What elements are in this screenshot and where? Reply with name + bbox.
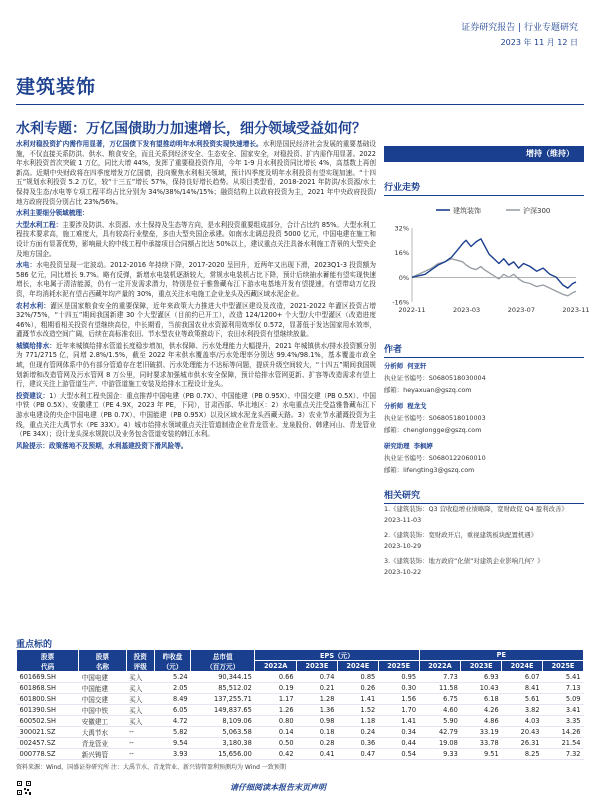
table-cell: 3.41 [543,705,584,716]
table-cell: 买入 [126,705,154,716]
table-cell: -- [126,727,154,738]
eps-year-header: 2024E [337,661,378,672]
table-row [17,694,584,705]
summary-lead: 水利对稳投资扩内需作用显著，万亿国债下发有望推动明年水利投资实现快速增长。 [16,140,263,148]
author-name-line: 分析师 何亚轩 [384,362,427,370]
table-cell: 1.18 [337,716,378,727]
table-cell: 1.56 [378,694,419,705]
table-cell: 1.36 [297,705,338,716]
related-list [384,504,584,582]
table-cell: 0.44 [378,738,419,749]
advice-paragraph [16,392,376,440]
table-cell: 6.75 [419,694,461,705]
table-row [17,738,584,749]
table-cell: 11.58 [419,683,461,694]
col-name: 股票 名称 [79,650,126,672]
report-type: 证券研究报告 | 行业专题研究 [461,23,578,33]
table-cell: 14.26 [543,727,584,738]
large-projects-text: 主要涉及防洪、水资源、水土保持及生态等方向，是水利投资重要组成部分，合计占比约 85%。大型水利工程技术要求高，施工难度大，具有较高行业壁垒，多由大型央国企承建。如南水北调总投资 5000 亿元，中国电建在施工和设计方面有显著优势，影响最大的中线工程中承接项目合同额占比达 50%以上，建议重点关注具备水利施工背景的大型央企及地方国企。 [16,220,377,258]
table-cell: 0.47 [337,749,378,760]
perf-section [384,180,584,196]
table-cell: 9.51 [461,749,502,760]
table-cell: 6.18 [461,694,502,705]
table-title: 重点标的 [16,640,53,650]
table-cell: 300021.SZ [17,727,79,738]
table-cell: 601390.SH [17,705,79,716]
table-cell: 0.54 [378,749,419,760]
author-entry [384,360,584,396]
authors-list [384,360,584,480]
table-row [17,672,584,683]
table-cell: 002457.SZ [17,738,79,749]
table-cell: 8.41 [502,683,543,694]
x-tick-label: 2023-11 [562,306,590,314]
related-section [384,488,584,504]
y-tick-label: -16% [392,298,409,307]
authors-section [384,342,584,358]
table-cell: 15,656.00 [191,749,255,760]
footer-disclaimer: 请仔细阅读本报告末页声明 [230,783,326,792]
table-cell: 601800.SH [17,694,79,705]
table-cell: 000778.SZ [17,749,79,760]
table-cell: 6.05 [154,705,190,716]
legend-label: 建筑装饰 [453,207,481,215]
performance-chart [384,198,590,318]
segments-lead: 水利主要细分领域梳理： [16,209,89,218]
table-cell: 1.41 [337,694,378,705]
segments-heading [16,209,376,219]
table-cell: 0.85 [337,672,378,683]
pe-year-header: 2023E [461,661,502,672]
rural-paragraph [16,302,376,340]
table-cell: 19.08 [419,738,461,749]
table-cell: 8.49 [154,694,190,705]
perf-title: 行业走势 [384,183,421,193]
report-body [16,140,376,453]
table-cell: 0.42 [255,749,297,760]
table-row [17,749,584,760]
summary-text: 水利是国民经济社会发展的重要基础设施，不仅直接关系防洪、供水、粮食安全，而且关系到经济安全、生态安全、国家安全，对稳投资、扩内需作用显著。2022 年水利投资首次突破 1 万亿，同比大增 44%，发挥了重要稳投资作用，今年 1-9 月水利投资同比增长 4%，高基数上再创新高。近期中央财政将在四季度增发万亿国债，投向聚焦水利相关领域，预计四季度及明年水利投资有望实现加速。“十四五”规划水利投资 5.2 万亿，较“十三五”增长 57%，保持良好增长趋势。从项目类型看，2018-2021 年防洪/水资源/水土保持及生态/水电等专项工程平均占比分别为 34%/38%/14%/15%；融资结构上以政府投资为主，2021 年中央政府投资/地方政府投资分别占比 23%/56%。 [16,140,377,206]
table-cell: 8,109.06 [191,716,255,727]
table-cell: -- [126,738,154,749]
related-report-title[interactable]: 3.《建筑装饰：地方政府“化债”对建筑企业影响几何？》 [384,557,544,565]
table-cell: 8.25 [502,749,543,760]
table-cell: 4.72 [154,716,190,727]
table-cell: 601669.SH [17,672,79,683]
table-cell: 33.19 [461,727,502,738]
title-divider [16,104,584,105]
table-cell: 1.28 [297,694,338,705]
author-email-line[interactable]: 邮箱：lifengting3@gszq.com [384,466,475,474]
table-cell: 3.35 [543,716,584,727]
rural-lead: 农村水利： [16,301,51,310]
col-eps: EPS（元） [255,650,419,661]
table-cell: 0.41 [297,749,338,760]
table-cell: 1.70 [378,705,419,716]
table-cell: 5.09 [543,694,584,705]
related-report-date: 2023-10-22 [384,568,422,576]
hydropower-lead: 水电： [16,261,37,270]
table-cell: 0.19 [255,683,297,694]
table-cell: 4.60 [419,705,461,716]
table-cell: 1.52 [337,705,378,716]
table-row [17,683,584,694]
qr-code-icon [16,780,32,796]
table-cell: 0.50 [255,738,297,749]
risk-paragraph [16,442,376,452]
pe-year-header: 2024E [502,661,543,672]
table-cell: 7.13 [543,683,584,694]
author-cert-line: 执业证书编号：S0680122060010 [384,454,486,462]
col-rating: 投资 评级 [126,650,154,672]
table-cell: 33.78 [461,738,502,749]
table-cell: 3.93 [154,749,190,760]
report-date: 2023 年 11 月 12 日 [500,38,578,47]
table-cell: 9.54 [154,738,190,749]
report-title: 水利专题：万亿国债助力加速增长，细分领域受益如何？ [16,121,366,137]
urban-text: 近年来城镇给排水管道长度稳步增加，供水保障、污水处理能力大幅提升，2021 年城镇供水/排水投资额分别为 771/2715 亿，同增 2.8%/1.5%，截至 2022 年末供水覆盖率/污水处理率分别达 99.4%/98.1%，基本覆盖市政全域，但现有管网体系中仍有部分管道存在老旧破损、污水处理能力不达标等问题，提质升级空间较大，“十四五”期间我国规划新增和改造管网及污水管网 8 万公里，同时要求加强城市供水安全保障，预计给排水管网更新、扩容等改造需求有望上行，建议关注上游管道生产、中游管道施工安装及给排水工程设计龙头。 [16,341,376,389]
author-entry [384,440,584,476]
table-cell: 0.74 [297,672,338,683]
table-cell: 0.21 [297,683,338,694]
table-cell: 9.33 [419,749,461,760]
pe-year-header: 2025E [543,661,584,672]
rural-text: 灌区是国家粮食安全的重要保障，近年来政策大力推进大中型灌区建设及改造，2021-2022 年灌区投资占增 32%/75%，“十四五”期间我国新建 30 个大型灌区（目前约已开工），改造 124/1200+ 个大型/大中型灌区（改造进度 46%），粗期看相关投资有望继续高位，中长期看，当前我国农业水资源利用效率仅 0.572，显著低于发达国家用水效率，灌溉节水改造空间广阔，后续在高标准农田、节水型农业等政策推动下，农田水利投资有望继续放量。 [16,301,377,339]
x-tick-label: 2023-07 [507,306,535,314]
table-cell: 85,512.02 [191,683,255,694]
table-cell: 6.07 [502,672,543,683]
table-cell: 中国交建 [79,694,126,705]
y-tick-label: 0% [398,273,409,282]
table-cell: 6.93 [461,672,502,683]
table-cell: 137,255.71 [191,694,255,705]
table-cell: 600502.SH [17,716,79,727]
advice-text: 1）大型水利工程央国企：重点推荐中国电建（PB 0.7X）、中国能建（PB 0.95X）、中国交建（PB 0.5X）、中国中铁（PB 0.5X）、安徽建工（PE 4.9X，2023 年 PE，下同），甘肃西部、华北地区：2）水电重点关注受益雅鲁藏布江下游水电建设的央企中国电建（PB 0.7X）、中国能建（PB 0.95X）以及区域水泥龙头西藏天路。3）农业节水灌溉投资为主线，重点关注大禹节水（PE 33X）。4）城市给排水领域重点关注管道制造企业青龙管业、龙泉股份、韩建河山、青龙管业（PE 34X）；设计龙头深水规院以及业务包含管道安装的韩江水利。 [16,391,376,439]
table-cell: 买入 [126,672,154,683]
author-name-line: 研究助理 李枫婷 [384,442,433,450]
table-row [17,705,584,716]
table-cell: 1.41 [378,716,419,727]
table-cell: 新兴铸管 [79,749,126,760]
col-pe: PE [419,650,583,661]
col-price: 昨收盘 （元） [154,650,190,672]
table-cell: 0.36 [337,738,378,749]
table-cell: 149,837.65 [191,705,255,716]
author-cert-line: 执业证书编号：S0680518010003 [384,414,486,422]
table-cell: 中国中铁 [79,705,126,716]
table-cell: 601868.SH [17,683,79,694]
y-tick-label: 16% [394,249,409,258]
table-cell: 5.61 [502,694,543,705]
rating-banner: 增持（维持） [384,146,584,162]
y-tick-label: 32% [394,224,409,233]
table-cell: 安徽建工 [79,716,126,727]
table-cell: 中国能建 [79,683,126,694]
legend-label: 沪深300 [523,207,551,215]
author-email-line[interactable]: 邮箱：chenglongge@gszq.com [384,426,482,434]
large-projects-lead: 大型水利工程： [16,220,63,229]
risk-text: 政策落地不及预期，水利基建投资下滑风险等。 [48,441,188,450]
table-cell: 42.79 [419,727,461,738]
table-cell: 0.28 [297,738,338,749]
table-cell: 0.95 [378,672,419,683]
table-cell: 1.17 [255,694,297,705]
table-cell: 5.90 [419,716,461,727]
related-report-date: 2023-10-29 [384,542,422,550]
source-note: 资料来源：Wind，国盛证券研究所 注：大禹节水、青龙管业、新兴铸管盈利预测均为 Wind 一致预期 [16,764,286,771]
table-cell: 5.24 [154,672,190,683]
table-cell: 0.34 [378,727,419,738]
table-cell: 4.86 [461,716,502,727]
table-cell: 21.54 [543,738,584,749]
table-cell: 买入 [126,683,154,694]
table-cell: 0.80 [255,716,297,727]
summary-paragraph [16,140,376,207]
table-cell: 0.30 [378,683,419,694]
table-cell: 3,180.38 [191,738,255,749]
table-cell: 26.31 [502,738,543,749]
related-title: 相关研究 [384,491,421,501]
report-header [461,20,578,48]
urban-paragraph [16,342,376,390]
table-cell: -- [126,749,154,760]
large-projects-paragraph [16,221,376,259]
table-cell: 0.18 [297,727,338,738]
table-cell: 3.82 [502,705,543,716]
author-cert-line: 执业证书编号：S0680518030004 [384,374,486,382]
table-cell: 0.14 [255,727,297,738]
table-body [17,672,584,760]
table-cell: 7.32 [543,749,584,760]
authors-divider [384,357,584,358]
table-row [17,716,584,727]
related-report-title[interactable]: 2.《建筑装饰：宽财政开启，重视建筑板块配置机遇》 [384,531,538,539]
table-cell: 7.73 [419,672,461,683]
x-tick-label: 2023-03 [453,306,481,314]
authors-title: 作者 [384,345,403,355]
series-line [412,239,576,288]
author-name-line: 分析师 程龙戈 [384,402,427,410]
related-report-date: 2023-11-03 [384,516,422,524]
table-row [17,727,584,738]
eps-year-header: 2025E [378,661,419,672]
pe-year-header: 2022A [419,661,461,672]
table-cell: 0.98 [297,716,338,727]
table-cell: 90,344.15 [191,672,255,683]
advice-lead: 投资建议： [16,391,50,400]
eps-year-header: 2023E [297,661,338,672]
related-report-title[interactable]: 1.《建筑装饰：Q3 营收稳增业绩略降，宽财政促 Q4 盈利改善》 [384,505,568,513]
hydropower-text: 水电投资呈现一定波动。2012-2016 年持续下降，2017-2020 呈回升，近两年又出现下滑，2023Q1-3 投资额为 586 亿元，同比增长 9.7%。略有反弹，新增水电装机逐渐较大，常规水电装机占比下降，预计后续抽水蓄能有望实现快速增长，水电属于清洁能源，仍有一定开发需求潜力，特别是位于雅鲁藏布江下游水电基地开发有望提速，有望带动万亿投资，年均消耗水泥有望占西藏年均产量的 30%，重点关注水电施工企业龙头及西藏区域水泥企业。 [16,261,376,298]
table-cell: 青龙管业 [79,738,126,749]
table-cell: 买入 [126,694,154,705]
table-cell: 4.03 [502,716,543,727]
table-cell: 20.43 [502,727,543,738]
table-cell: 1.26 [255,705,297,716]
col-mcap: 总市值 （百万元） [191,650,255,672]
industry-name: 建筑装饰 [16,76,97,98]
table-cell: 5.41 [543,672,584,683]
table-cell: 5,063.58 [191,727,255,738]
author-entry [384,400,584,436]
table-cell: 2.05 [154,683,190,694]
col-code: 股票 代码 [17,650,79,672]
table-cell: 买入 [126,716,154,727]
risk-lead: 风险提示： [16,441,49,450]
table-cell: 4.26 [461,705,502,716]
table-cell: 中国电建 [79,672,126,683]
key-stocks-table [16,649,584,760]
table-cell: 5.82 [154,727,190,738]
eps-year-header: 2022A [255,661,297,672]
table-cell: 0.26 [337,683,378,694]
x-tick-label: 2022-11 [398,306,426,314]
table-cell: 0.66 [255,672,297,683]
table-cell: 10.43 [461,683,502,694]
author-email-line[interactable]: 邮箱：heyaxuan@gszq.com [384,386,472,394]
table-cell: 0.24 [337,727,378,738]
hydropower-paragraph [16,261,376,299]
table-cell: 大禹节水 [79,727,126,738]
perf-divider [384,195,584,196]
urban-lead: 城镇给排水： [16,341,56,350]
